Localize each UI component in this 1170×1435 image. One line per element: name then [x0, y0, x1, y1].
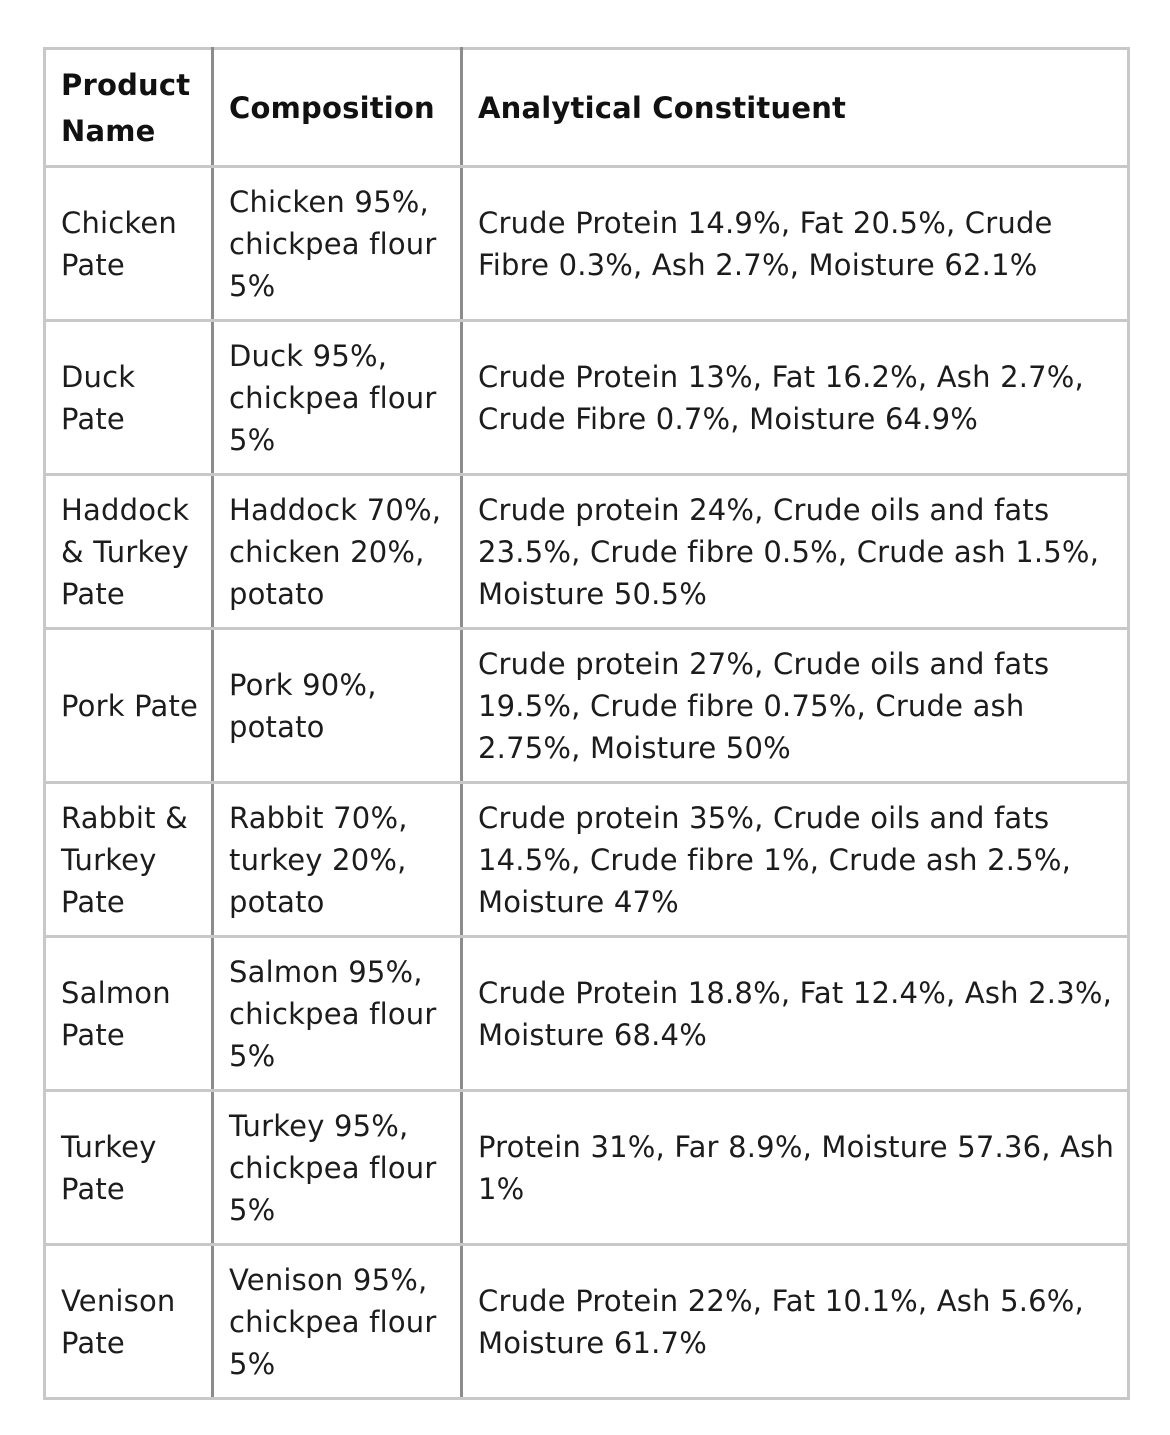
composition-cell: Turkey 95%, chickpea flour 5%: [213, 1091, 462, 1245]
product-name-cell: Rabbit & Turkey Pate: [45, 783, 213, 937]
product-table: [43, 47, 1130, 1400]
header-product-name: Product Name: [45, 49, 213, 167]
table-row: [45, 1091, 1129, 1245]
product-name-cell: Venison Pate: [45, 1245, 213, 1399]
product-name-cell: Pork Pate: [45, 629, 213, 783]
composition-cell: Rabbit 70%, turkey 20%, potato: [213, 783, 462, 937]
composition-cell: Venison 95%, chickpea flour 5%: [213, 1245, 462, 1399]
product-name-cell: Chicken Pate: [45, 167, 213, 321]
table-row: [45, 167, 1129, 321]
table-row: [45, 937, 1129, 1091]
analytical-constituent-cell: Crude protein 24%, Crude oils and fats 23.5%, Crude fibre 0.5%, Crude ash 1.5%, Moisture 50.5%: [462, 475, 1129, 629]
product-name-cell: Duck Pate: [45, 321, 213, 475]
table-row: [45, 783, 1129, 937]
analytical-constituent-cell: Crude Protein 14.9%, Fat 20.5%, Crude Fibre 0.3%, Ash 2.7%, Moisture 62.1%: [462, 167, 1129, 321]
analytical-constituent-cell: Crude protein 35%, Crude oils and fats 14.5%, Crude fibre 1%, Crude ash 2.5%, Moisture 47%: [462, 783, 1129, 937]
header-row: [45, 49, 1129, 167]
analytical-constituent-cell: Crude Protein 13%, Fat 16.2%, Ash 2.7%, Crude Fibre 0.7%, Moisture 64.9%: [462, 321, 1129, 475]
table-row: [45, 321, 1129, 475]
table-row: [45, 629, 1129, 783]
analytical-constituent-cell: Crude protein 27%, Crude oils and fats 19.5%, Crude fibre 0.75%, Crude ash 2.75%, Moisture 50%: [462, 629, 1129, 783]
composition-cell: Haddock 70%, chicken 20%, potato: [213, 475, 462, 629]
composition-cell: Chicken 95%, chickpea flour 5%: [213, 167, 462, 321]
table-row: [45, 475, 1129, 629]
composition-cell: Salmon 95%, chickpea flour 5%: [213, 937, 462, 1091]
product-name-cell: Turkey Pate: [45, 1091, 213, 1245]
analytical-constituent-cell: Crude Protein 22%, Fat 10.1%, Ash 5.6%, Moisture 61.7%: [462, 1245, 1129, 1399]
analytical-constituent-cell: Crude Protein 18.8%, Fat 12.4%, Ash 2.3%, Moisture 68.4%: [462, 937, 1129, 1091]
header-composition: Composition: [213, 49, 462, 167]
composition-cell: Pork 90%, potato: [213, 629, 462, 783]
analytical-constituent-cell: Protein 31%, Far 8.9%, Moisture 57.36, Ash 1%: [462, 1091, 1129, 1245]
product-name-cell: Haddock & Turkey Pate: [45, 475, 213, 629]
product-name-cell: Salmon Pate: [45, 937, 213, 1091]
header-analytical-constituent: Analytical Constituent: [462, 49, 1129, 167]
composition-cell: Duck 95%, chickpea flour 5%: [213, 321, 462, 475]
table-row: [45, 1245, 1129, 1399]
